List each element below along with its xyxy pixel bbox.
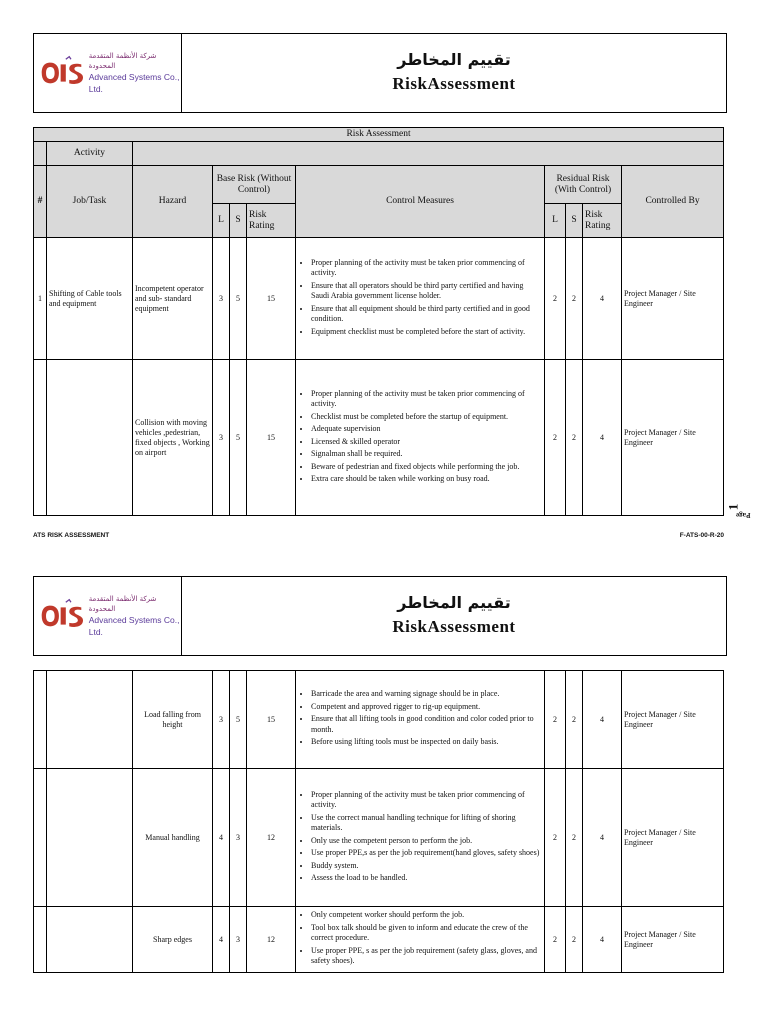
row-res-rating: 4 bbox=[583, 238, 622, 360]
row-res-l: 2 bbox=[545, 907, 566, 973]
col-control-measures: Control Measures bbox=[296, 166, 545, 238]
row-controls bbox=[296, 360, 545, 516]
row-num: 1 bbox=[34, 238, 47, 360]
row-hazard: Sharp edges bbox=[133, 907, 213, 973]
row-rating: 15 bbox=[247, 238, 296, 360]
activity-empty bbox=[133, 142, 724, 166]
control-item: • Beware of pedestrian and fixed objects while performing the job. bbox=[311, 462, 542, 473]
control-item: • Use the correct manual handling technique for lifting of shoring materials. bbox=[311, 813, 542, 834]
row-res-s: 2 bbox=[566, 671, 583, 769]
page-label: Page bbox=[736, 511, 751, 520]
title-arabic: تقييم المخاطر bbox=[397, 50, 511, 69]
control-item: • Ensure that all equipment should be third party certified and in good condition. bbox=[311, 304, 542, 325]
row-hazard: Manual handling bbox=[133, 769, 213, 907]
table-row bbox=[34, 671, 724, 769]
row-controlled-by: Project Manager / Site Engineer bbox=[622, 769, 724, 907]
control-item: • Adequate supervision bbox=[311, 424, 542, 435]
row-num bbox=[34, 769, 47, 907]
row-controlled-by: Project Manager / Site Engineer bbox=[622, 360, 724, 516]
control-item: • Only use the competent person to perform the job. bbox=[311, 836, 542, 847]
row-res-rating: 4 bbox=[583, 671, 622, 769]
company-logo bbox=[34, 577, 182, 655]
table-row bbox=[34, 238, 724, 360]
control-item: • Barricade the area and warning signage should be in place. bbox=[311, 689, 542, 700]
control-item: • Before using lifting tools must be inspected on daily basis. bbox=[311, 737, 542, 748]
ats-logo-icon bbox=[40, 596, 85, 636]
row-res-rating: 4 bbox=[583, 360, 622, 516]
row-res-s: 2 bbox=[566, 238, 583, 360]
row-controls bbox=[296, 907, 545, 973]
page-number bbox=[725, 485, 758, 525]
col-residual-risk: Residual Risk (With Control) bbox=[545, 166, 622, 204]
company-logo bbox=[34, 34, 182, 112]
row-s: 5 bbox=[230, 238, 247, 360]
table-caption: Risk Assessment bbox=[34, 128, 724, 142]
row-res-l: 2 bbox=[545, 769, 566, 907]
row-num bbox=[34, 360, 47, 516]
footer-left: ATS RISK ASSESSMENT bbox=[33, 532, 110, 539]
activity-spacer bbox=[34, 142, 47, 166]
control-item: • Licensed & skilled operator bbox=[311, 437, 542, 448]
control-item: • Assess the load to be handled. bbox=[311, 873, 542, 884]
company-name-ar: شركة الأنظمة المتقدمة المحدودة bbox=[88, 52, 157, 70]
company-name-en: Advanced Systems Co., Ltd. bbox=[88, 72, 180, 94]
row-task bbox=[47, 360, 133, 516]
row-l: 3 bbox=[213, 238, 230, 360]
row-hazard: Incompetent operator and sub- standard equipment bbox=[133, 238, 213, 360]
row-num bbox=[34, 671, 47, 769]
col-base-risk: Base Risk (Without Control) bbox=[213, 166, 296, 204]
row-s: 3 bbox=[230, 769, 247, 907]
col-controlled-by: Controlled By bbox=[622, 166, 724, 238]
row-res-l: 2 bbox=[545, 238, 566, 360]
page-number-value: 1 bbox=[725, 503, 741, 511]
page1-header bbox=[33, 33, 727, 113]
row-hazard: Collision with moving vehicles ,pedestrian, fixed objects , Working on airport bbox=[133, 360, 213, 516]
company-name-ar: شركة الأنظمة المتقدمة المحدودة bbox=[88, 595, 157, 613]
row-controls bbox=[296, 671, 545, 769]
control-item: • Tool box talk should be given to inform and educate the crew of the correct procedure. bbox=[311, 923, 542, 944]
col-base-s: S bbox=[230, 204, 247, 238]
row-res-rating: 4 bbox=[583, 907, 622, 973]
header-title-block bbox=[182, 577, 726, 655]
row-res-l: 2 bbox=[545, 360, 566, 516]
row-res-s: 2 bbox=[566, 360, 583, 516]
control-item: • Only competent worker should perform the job. bbox=[311, 910, 542, 921]
activity-label: Activity bbox=[47, 142, 133, 166]
company-name-en: Advanced Systems Co., Ltd. bbox=[88, 615, 180, 637]
control-item: • Checklist must be completed before the startup of equipment. bbox=[311, 412, 542, 423]
control-item: • Ensure that all lifting tools in good condition and color coded prior to month. bbox=[311, 714, 542, 735]
row-l: 3 bbox=[213, 360, 230, 516]
header-title-block bbox=[182, 34, 726, 112]
row-task bbox=[47, 769, 133, 907]
row-res-s: 2 bbox=[566, 769, 583, 907]
row-controls bbox=[296, 769, 545, 907]
row-l: 4 bbox=[213, 769, 230, 907]
row-rating: 15 bbox=[247, 671, 296, 769]
row-l: 4 bbox=[213, 907, 230, 973]
row-s: 3 bbox=[230, 907, 247, 973]
row-res-rating: 4 bbox=[583, 769, 622, 907]
col-res-l: L bbox=[545, 204, 566, 238]
control-item: • Use proper PPE, s as per the job requirement (safety glass, gloves, and safety shoes). bbox=[311, 946, 542, 967]
col-res-s: S bbox=[566, 204, 583, 238]
row-controls bbox=[296, 238, 545, 360]
col-base-rating: Risk Rating bbox=[247, 204, 296, 238]
control-item: • Use proper PPE,s as per the job requirement(hand gloves, safety shoes) bbox=[311, 848, 542, 859]
row-controlled-by: Project Manager / Site Engineer bbox=[622, 907, 724, 973]
col-hazard: Hazard bbox=[133, 166, 213, 238]
row-controlled-by: Project Manager / Site Engineer bbox=[622, 238, 724, 360]
row-hazard: Load falling from height bbox=[133, 671, 213, 769]
row-controlled-by: Project Manager / Site Engineer bbox=[622, 671, 724, 769]
row-task: Shifting of Cable tools and equipment bbox=[47, 238, 133, 360]
row-s: 5 bbox=[230, 360, 247, 516]
control-item: • Equipment checklist must be completed before the start of activity. bbox=[311, 327, 542, 338]
row-rating: 15 bbox=[247, 360, 296, 516]
row-num bbox=[34, 907, 47, 973]
table-row bbox=[34, 907, 724, 973]
control-item: • Ensure that all operators should be third party certified and having Saudi Arabia government license holder. bbox=[311, 281, 542, 302]
row-rating: 12 bbox=[247, 769, 296, 907]
col-res-rating: Risk Rating bbox=[583, 204, 622, 238]
table-row bbox=[34, 769, 724, 907]
row-rating: 12 bbox=[247, 907, 296, 973]
row-task bbox=[47, 907, 133, 973]
title-arabic: تقييم المخاطر bbox=[397, 593, 511, 612]
col-num: # bbox=[34, 166, 47, 238]
control-item: • Proper planning of the activity must be taken prior commencing of activity. bbox=[311, 389, 542, 410]
control-item: • Buddy system. bbox=[311, 861, 542, 872]
row-res-l: 2 bbox=[545, 671, 566, 769]
control-item: • Proper planning of the activity must be taken prior commencing of activity. bbox=[311, 258, 542, 279]
risk-table-page2 bbox=[33, 670, 724, 973]
control-item: • Extra care should be taken while working on busy road. bbox=[311, 474, 542, 485]
row-s: 5 bbox=[230, 671, 247, 769]
risk-table-page1 bbox=[33, 127, 724, 516]
control-item: • Signalman shall be required. bbox=[311, 449, 542, 460]
control-item: • Competent and approved rigger to rig-up equipment. bbox=[311, 702, 542, 713]
row-l: 3 bbox=[213, 671, 230, 769]
table-row bbox=[34, 360, 724, 516]
col-base-l: L bbox=[213, 204, 230, 238]
ats-logo-icon bbox=[40, 53, 85, 93]
row-res-s: 2 bbox=[566, 907, 583, 973]
control-item: • Proper planning of the activity must be taken prior commencing of activity. bbox=[311, 790, 542, 811]
row-task bbox=[47, 671, 133, 769]
page2-header bbox=[33, 576, 727, 656]
col-job-task: Job/Task bbox=[47, 166, 133, 238]
title-english: RiskAssessment bbox=[392, 74, 516, 93]
title-english: RiskAssessment bbox=[392, 617, 516, 636]
footer-right: F-ATS-00-R-20 bbox=[679, 532, 724, 539]
